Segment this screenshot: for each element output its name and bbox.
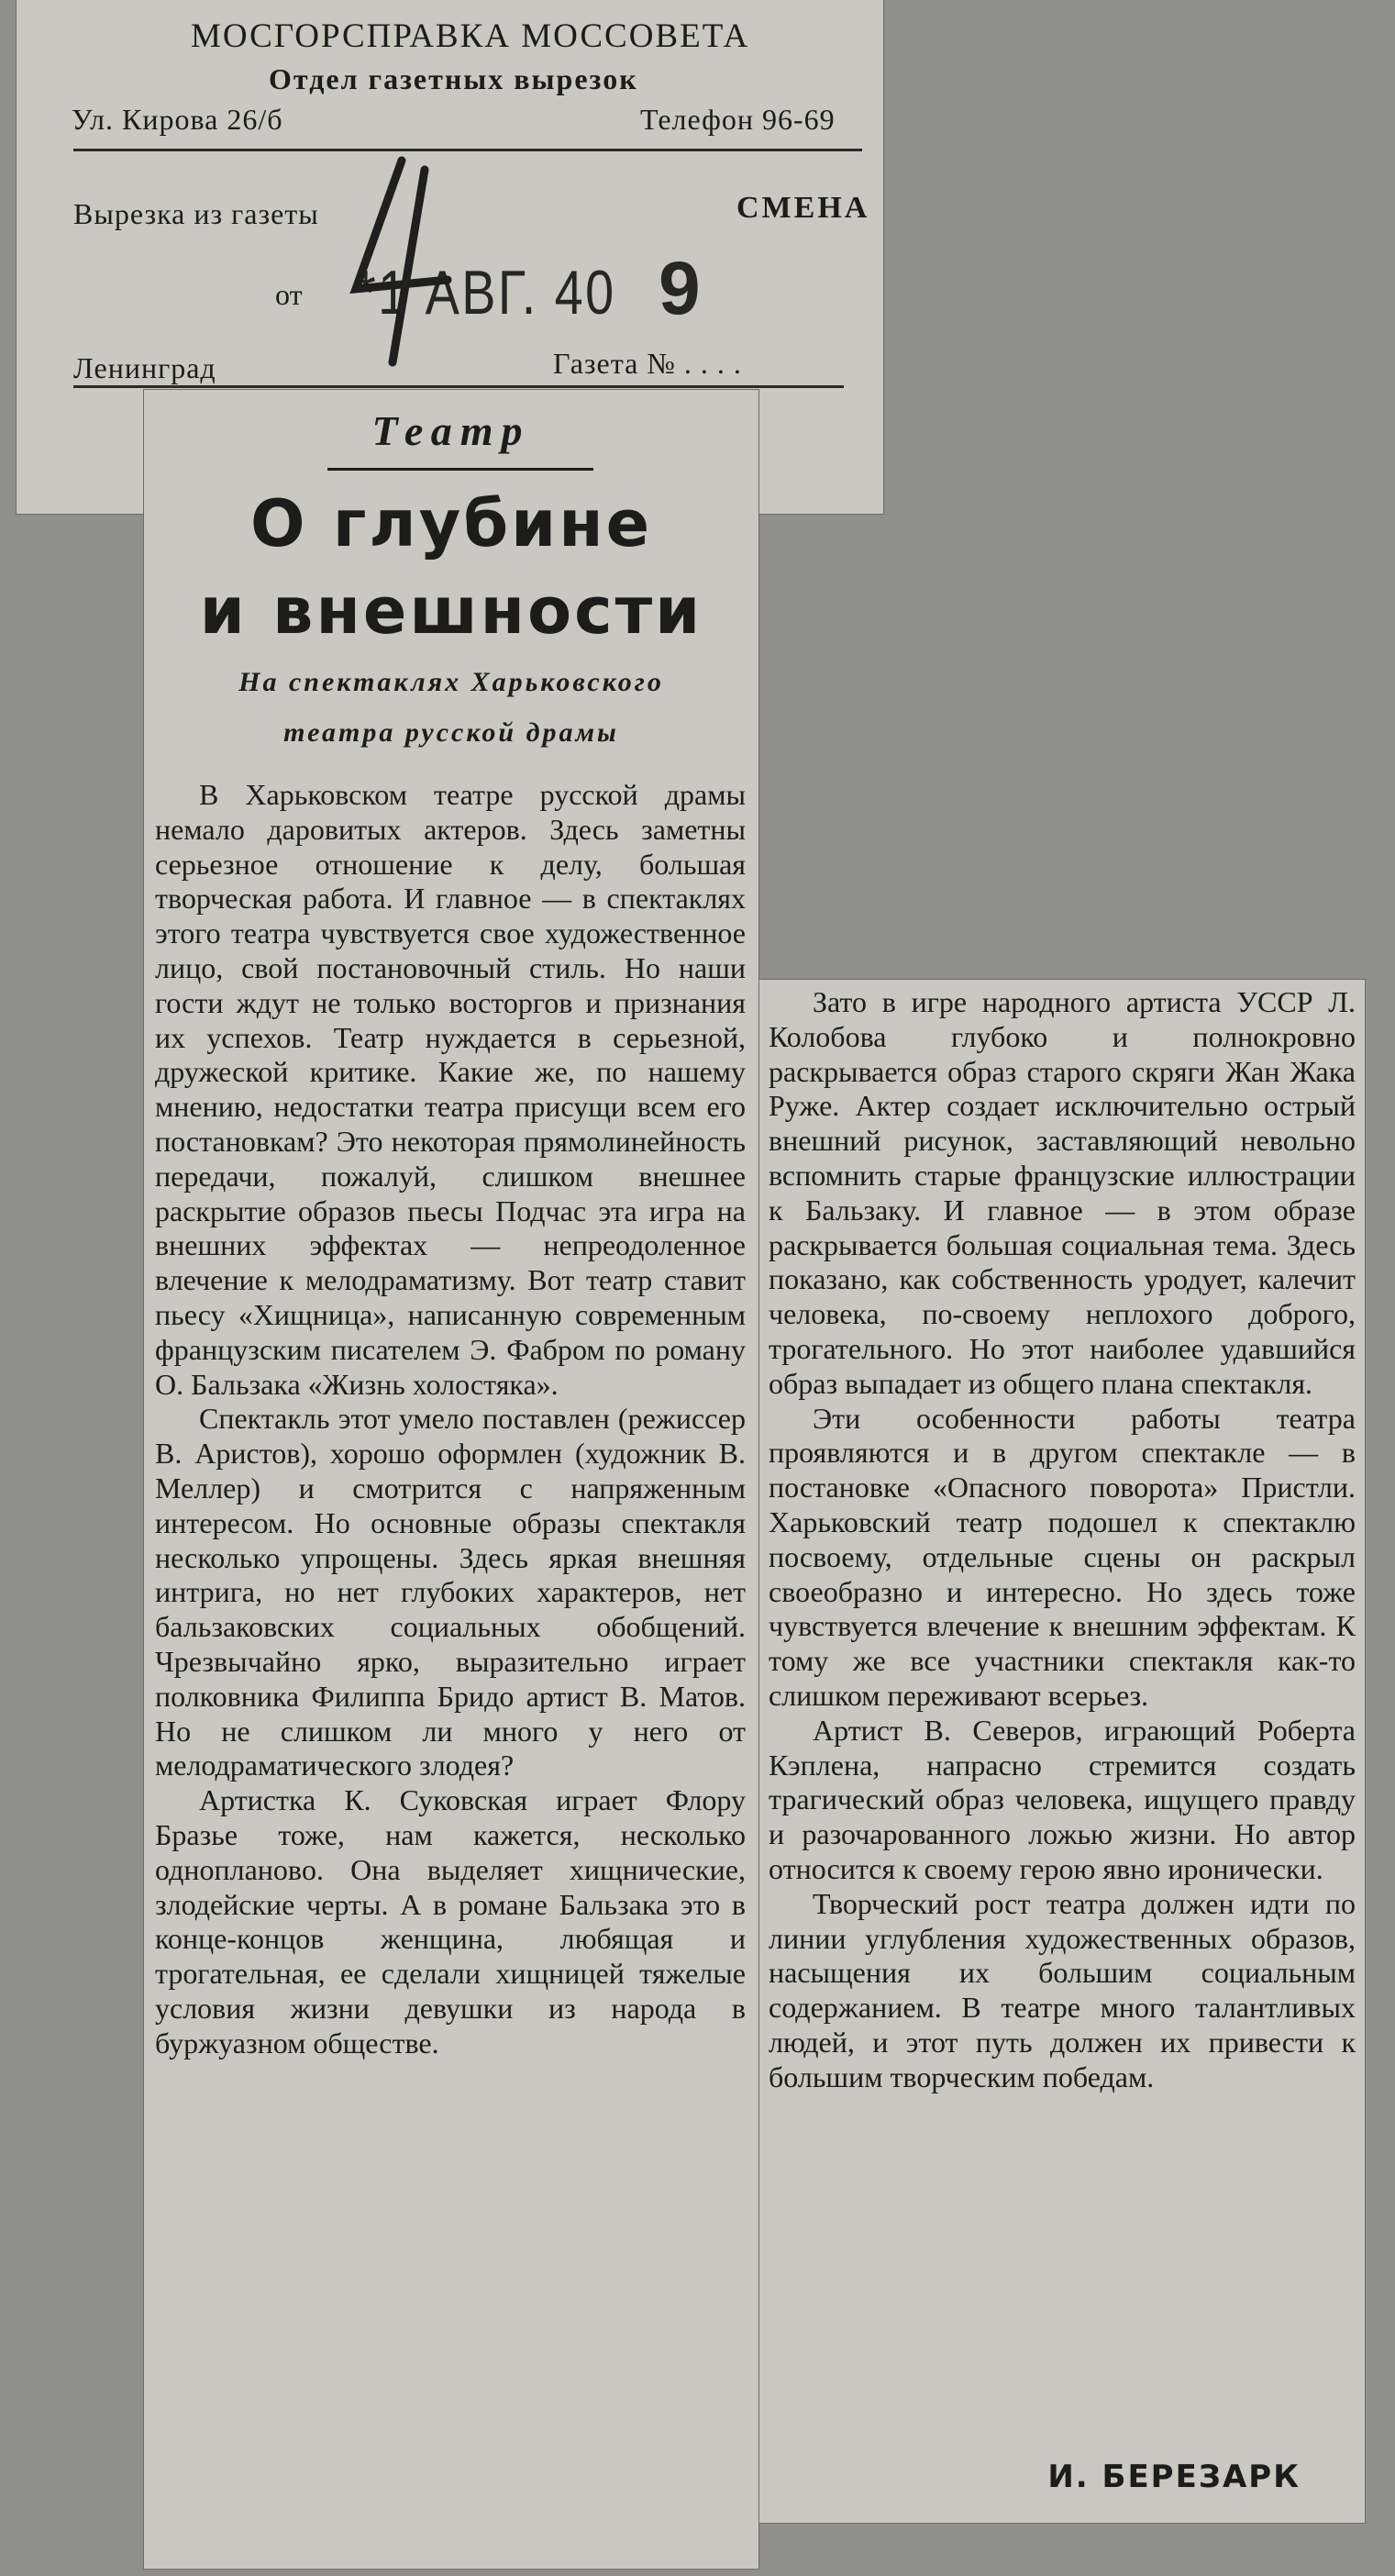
article-body-right [769,985,1356,2095]
divider [73,149,862,151]
clip-label: Вырезка из газеты [73,197,319,230]
section-heading: Театр [371,407,531,454]
article-subtitle-line1: На спектаклях Харьковского [238,667,664,697]
divider [73,385,844,388]
agency-name: МОСГОРСПРАВКА МОССОВЕТА [191,17,750,55]
agency-phone: Телефон 96-69 [640,103,836,136]
agency-address: Ул. Кирова 26/б [72,103,283,136]
gazeta-number-label: Газета № . . . . [553,347,742,380]
section-underline [327,468,593,471]
department-name: Отдел газетных вырезок [269,62,638,95]
date-prefix: от [275,278,303,311]
article-title-line2: и внешности [199,573,703,649]
article-paragraph: Эти особенности работы театра проявляются и в другом спектакле — в постановке «Опасного поворота» Пристли. Харьковский театр подошел к спектаклю посвоему, отдельные сцены он раскрыл своеобразно и интересно. Но здесь тоже чувствуется влечение к внешним эффектам. К тому же все участники спектакля как-то слишком переживают всерьез. [769,1401,1356,1712]
handwritten-mark-icon [338,151,466,372]
article-paragraph: Зато в игре народного артиста УССР Л. Колобова глубоко и полнокровно раскрывается образ старого скряги Жан Жака Руже. Актер создает исключительно острый внешний рисунок, заставляющий невольно вспомнить старые французские иллюстрации к Бальзаку. И главное — в этом образе раскрывается большая социальная тема. Здесь показано, как собственность уродует, калечит человека, по-своему неплохого доброго, трогательного. Но этот наиболее удавшийся образ выпадает из общего плана спектакля. [769,985,1356,1400]
newspaper-name: СМЕНА [736,191,870,225]
article-paragraph: В Харьковском театре русской драмы немало даровитых актеров. Здесь заметны серьезное отношение к делу, большая творческая работа. И главное — в спектаклях этого театра чувствуется свое художественное лицо, свой постановочный стиль. Но наши гости ждут не только восторгов и признания их успехов. Театр нуждается в серьезной, дружеской критике. Какие же, по нашему мнению, недостатки театра присущи всем его постановкам? Это некоторая прямолинейность передачи, пожалуй, слишком внешнее раскрытие образов пьесы Подчас эта игра на внешних эффектах — непреодоленное влечение к мелодраматизму. Вот театр ставит пьесу «Хищница», написанную современным французским писателем Э. Фабром по роману О. Бальзака «Жизнь холостяка». [155,778,746,1401]
article-subtitle-line2: театра русской драмы [283,717,619,748]
article-body-left [155,778,746,2060]
article-paragraph: Спектакль этот умело поставлен (режиссер В. Аристов), хорошо оформлен (художник В. Меллер) и смотрится с напряженным интересом. Но основные образы спектакля несколько упрощены. Здесь яркая внешняя интрига, но нет глубоких характеров, нет бальзаковских социальных обобщений. Чрезвычайно ярко, выразительно играет полковника Филиппа Бридо артист В. Матов. Но не слишком ли много у него от мелодраматического злодея? [155,1402,746,1782]
author-signature: И. БЕРЕЗАРК [1047,2459,1301,2495]
article-paragraph: Артист В. Северов, играющий Роберта Кэплена, напрасно стремится создать трагический образ человека, ищущего правду и разочарованного ложью жизни. Но автор относится к своему герою явно иронически. [769,1713,1356,1885]
article-paragraph: Творческий рост театра должен идти по линии углубления художественных образов, насыщения их большим социальным содержанием. В театре много талантливых людей, и этот путь должен их привести к большим творческим победам. [769,1886,1356,2093]
article-column-left [144,390,758,2569]
article-column-right [759,980,1365,2523]
date-stamp: *1 АВГ. 40 [356,258,616,328]
city-label: Ленинград [73,351,216,384]
article-title-line1: О глубине [249,486,653,561]
stamp-number: 9 [659,247,701,330]
article-paragraph: Артистка К. Суковская играет Флору Бразье тоже, нам кажется, несколько одноплановo. Она выделяет хищнические, злодейские черты. А в романе Бальзака это в конце-концов женщина, любящая и трогательная, ее сделали хищницей тяжелые условия жизни девушки из народа в буржуазном обществе. [155,1783,746,2060]
